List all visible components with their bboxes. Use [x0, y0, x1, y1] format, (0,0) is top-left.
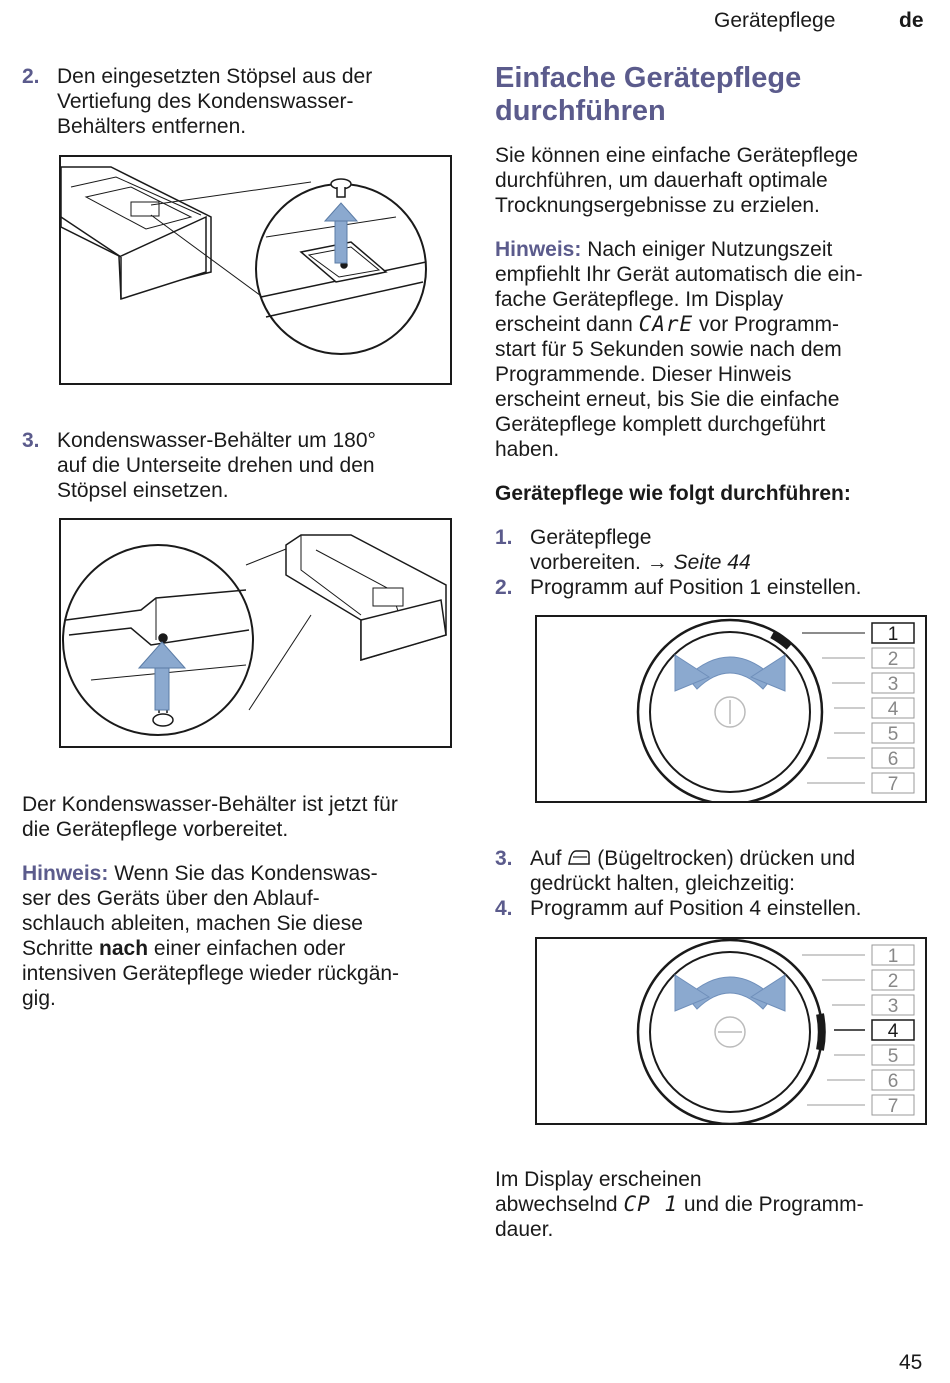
dial-illustration	[537, 939, 925, 1123]
dial-position-6-label: 6	[887, 1071, 899, 1092]
note-text: erscheint dann	[495, 313, 633, 336]
header-language: de	[899, 9, 924, 32]
step-line	[530, 846, 855, 871]
display-code-care: CArE	[638, 312, 694, 336]
note-line: Programmende. Dieser Hinweis	[495, 363, 792, 386]
dial-position-5-label: 5	[887, 724, 899, 745]
dial-position-1-label: 1	[887, 946, 899, 967]
dial-position-2-label: 2	[887, 971, 899, 992]
step-line: Den eingesetzten Stöpsel aus der	[57, 65, 373, 88]
cross-reference-link[interactable]: Seite 44	[673, 551, 751, 574]
note-text: Nach einiger Nutzungszeit	[587, 238, 833, 261]
dial-position-2-label: 2	[887, 649, 899, 670]
dial-illustration	[537, 617, 925, 801]
paragraph-line: Trocknungsergebnisse zu erzielen.	[495, 194, 820, 217]
step-line: Gerätepflege	[530, 526, 652, 549]
iron-icon	[567, 848, 591, 866]
figure-stopper-removal	[59, 155, 452, 385]
step-line: Kondenswasser-Behälter um 180°	[57, 429, 376, 452]
step-line: Stöpsel einsetzen.	[57, 479, 229, 502]
dial-position-labels	[872, 623, 914, 795]
dial-position-4-label: 4	[887, 1021, 899, 1042]
note-text: einer einfachen oder	[153, 937, 346, 960]
note-line	[495, 312, 839, 337]
note-line: start für 5 Sekunden sowie nach dem	[495, 338, 842, 361]
paragraph-line: Der Kondenswasser-Behälter ist jetzt für	[22, 793, 398, 816]
note-line	[22, 936, 345, 961]
note-line: gig.	[22, 987, 56, 1010]
dial-position-7-label: 7	[887, 774, 899, 795]
note-line: schlauch ableiten, machen Sie diese	[22, 912, 363, 935]
cross-reference-arrow-icon: →	[646, 551, 668, 574]
paragraph-line: Sie können eine einfache Gerätepflege	[495, 144, 859, 167]
dial-position-7-label: 7	[887, 1096, 899, 1117]
dial-position-3-label: 3	[887, 996, 899, 1017]
step-number: 1.	[495, 526, 513, 549]
note-label: Hinweis:	[22, 862, 109, 885]
step-line	[530, 550, 751, 575]
paragraph-line: Im Display erscheinen	[495, 1168, 702, 1191]
note-line	[495, 237, 832, 262]
page-number: 45	[899, 1351, 923, 1374]
note-emphasis: nach	[99, 937, 149, 960]
note-text: Schritte	[22, 937, 94, 960]
figure-dial-position-4	[535, 937, 927, 1125]
step-number: 3.	[22, 429, 40, 452]
procedure-subheading: Gerätepflege wie folgt durchführen:	[495, 482, 851, 505]
note-line: intensiven Gerätepflege wieder rückgän-	[22, 962, 400, 985]
display-code-cp1: CP 1	[623, 1192, 679, 1216]
paragraph-line: durchführen, um dauerhaft optimale	[495, 169, 828, 192]
step-number: 2.	[22, 65, 40, 88]
dial-position-6-label: 6	[887, 749, 899, 770]
heading-line: Einfache Gerätepflege	[495, 62, 802, 94]
heading-line: durchführen	[495, 95, 666, 127]
note-line: erscheint erneut, bis Sie die einfache	[495, 388, 840, 411]
header-section-title: Gerätepflege	[714, 9, 836, 32]
step-line: Vertiefung des Kondenswasser-	[57, 90, 354, 113]
step-line: Programm auf Position 1 einstellen.	[530, 576, 862, 599]
note-line: haben.	[495, 438, 560, 461]
dial-position-4-label: 4	[887, 699, 899, 720]
note-line: Gerätepflege komplett durchgeführt	[495, 413, 826, 436]
paragraph-line	[495, 1192, 864, 1217]
step-number: 3.	[495, 847, 513, 870]
paragraph-text: abwechselnd	[495, 1193, 618, 1216]
step-line: auf die Unterseite drehen und den	[57, 454, 375, 477]
container-flipped-illustration	[61, 520, 450, 746]
step-line: Programm auf Position 4 einstellen.	[530, 897, 862, 920]
note-line: empfiehlt Ihr Gerät automatisch die ein-	[495, 263, 863, 286]
figure-dial-position-1	[535, 615, 927, 803]
note-text: vor Programm-	[699, 313, 840, 336]
paragraph-line: die Gerätepflege vorbereitet.	[22, 818, 289, 841]
note-line: fache Gerätepflege. Im Display	[495, 288, 784, 311]
step-text: vorbereiten.	[530, 551, 641, 574]
step-line: gedrückt halten, gleichzeitig:	[530, 872, 795, 895]
step-number: 4.	[495, 897, 513, 920]
figure-stopper-insertion	[59, 518, 452, 748]
dial-position-1-label: 1	[887, 624, 899, 645]
note-line: ser des Geräts über den Ablauf-	[22, 887, 320, 910]
step-text: Auf	[530, 847, 562, 870]
step-number: 2.	[495, 576, 513, 599]
dial-position-5-label: 5	[887, 1046, 899, 1067]
step-text: (Bügeltrocken) drücken und	[597, 847, 856, 870]
note-text: Wenn Sie das Kondenswas-	[114, 862, 378, 885]
note-line	[22, 861, 378, 886]
container-illustration	[61, 157, 450, 383]
dial-position-labels	[872, 945, 914, 1117]
paragraph-line: dauer.	[495, 1218, 554, 1241]
paragraph-text: und die Programm-	[683, 1193, 864, 1216]
step-line: Behälters entfernen.	[57, 115, 247, 138]
note-label: Hinweis:	[495, 238, 582, 261]
dial-position-3-label: 3	[887, 674, 899, 695]
